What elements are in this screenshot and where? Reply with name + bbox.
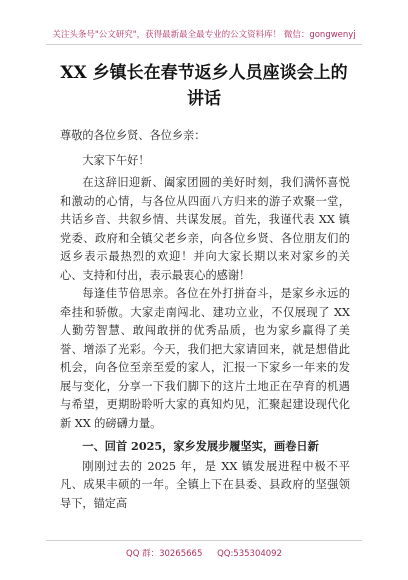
footer-qq-number: QQ:535304092 bbox=[217, 549, 282, 559]
paragraph-1: 在这辞旧迎新、阖家团圆的美好时刻，我们满怀喜悦和激动的心情，与各位从四面八方归来的游子欢聚一堂，共话乡音、共叙乡情、共谋发展。首先，我谨代表 XX 镇党委、政府和全镇父老乡亲，向各位乡贤、各位朋友们的返乡表示最热烈的欢迎！并向大家长期以来对家乡的关心、支持和付出，表示最衷心的感谢！ bbox=[60, 176, 350, 282]
header-divider bbox=[46, 44, 362, 45]
header-banner: 关注头条号"公文研究"，获得最新最全最专业的公文资料库！ 微信：gongwenyj bbox=[52, 30, 356, 40]
salutation: 尊敬的各位乡贤、各位乡亲： bbox=[60, 129, 206, 142]
document-title: XX 乡镇长在春节返乡人员座谈会上的讲话 bbox=[60, 63, 348, 109]
footer bbox=[0, 547, 408, 559]
document-body bbox=[60, 127, 350, 513]
greeting: 大家下午好！ bbox=[82, 153, 150, 167]
paragraph-2: 每逢佳节倍思亲。各位在外打拼奋斗，是家乡永远的牵挂和骄傲。大家走南闯北、建功立业，不仅展现了 XX 人勤劳智慧、敢闯敢拼的优秀品质，也为家乡赢得了美誉、增添了光彩。今天，我们把大家请回来，就是想借此机会，向各位至亲至爱的家人，汇报一下家乡一年来的发展与变化，分享一下我们脚下的这片土地正在孕育的机遇与希望，更期盼聆听大家的真知灼见，汇聚起建设现代化新 XX 的磅礴力量。 bbox=[60, 287, 350, 430]
footer-divider bbox=[46, 540, 362, 541]
section-paragraph: 刚刚过去的 2025 年，是 XX 镇发展进程中极不平凡、成果丰硕的一年。全镇上下在县委、县政府的坚强领导下，锚定高 bbox=[60, 459, 350, 510]
footer-qq-group: QQ 群：30265665 bbox=[126, 549, 203, 559]
section-heading: 一、回首 2025，家乡发展步履坚实，画卷日新 bbox=[82, 439, 319, 453]
